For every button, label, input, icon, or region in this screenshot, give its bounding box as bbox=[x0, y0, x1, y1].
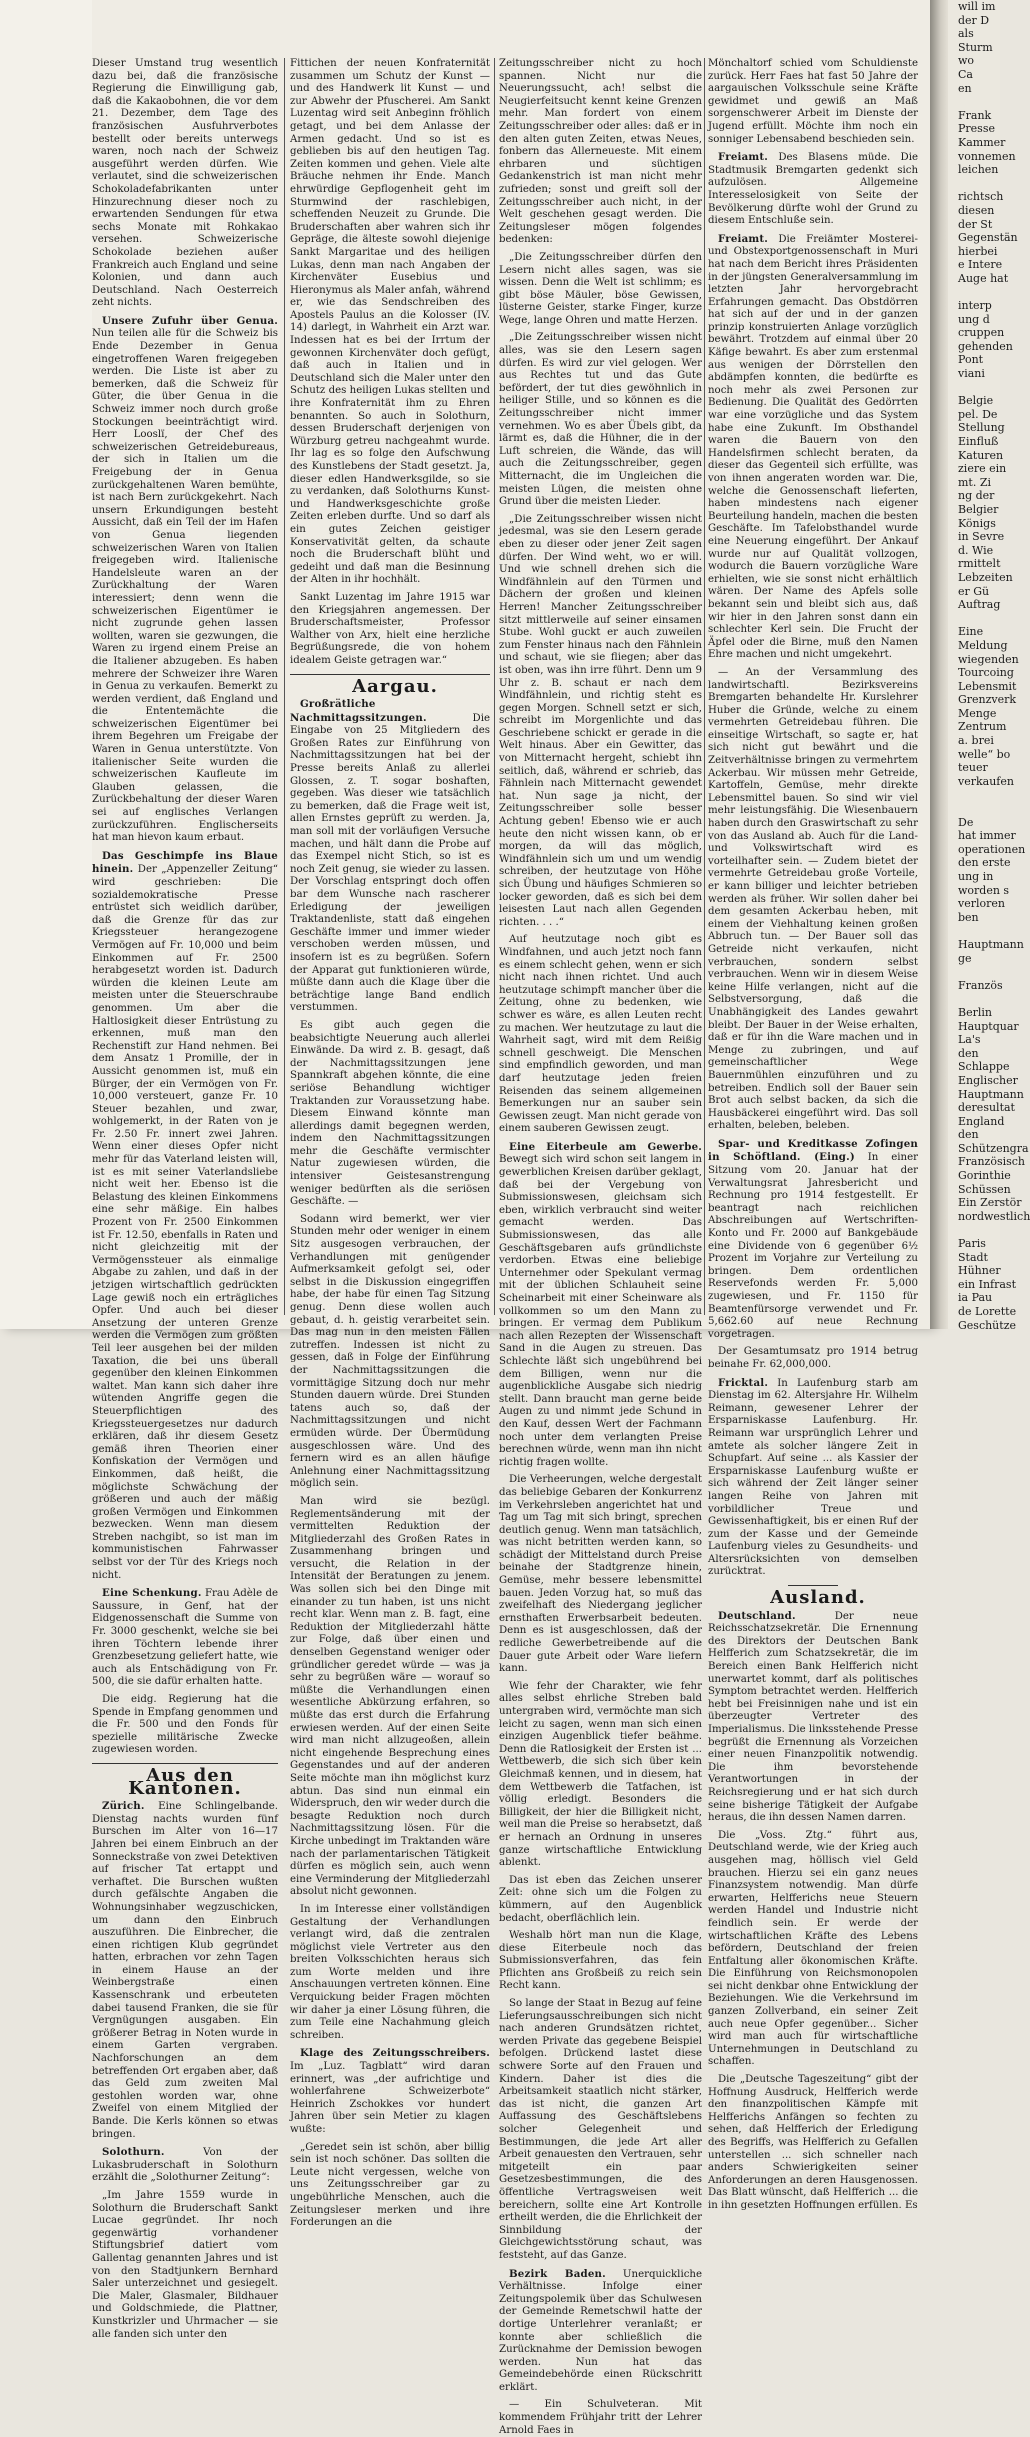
page-margin bbox=[0, 0, 92, 1329]
next-page-fragment: Zentrum bbox=[958, 720, 1007, 734]
next-page-fragment: ung in bbox=[958, 870, 994, 883]
next-page-fragment: Französisch bbox=[958, 1155, 1026, 1169]
next-page-fragment: ia Pau bbox=[958, 1291, 993, 1305]
c2-aargau-sub: Großrätliche Nachmittagssitzungen. bbox=[290, 698, 427, 724]
next-page-fragment: de Lorette bbox=[958, 1305, 1017, 1318]
c4-deutschland-2: Die „Voss. Ztg.“ führt aus, Deutschland werde, wie der Krieg auch ausgehen mag, höllisch viel Geld brauchen. Hierzu sei ein ganz neues Finanzsystem notwendig. Man dürfe erwarten, Helfferichs neue Steuern werden Handel und Industrie nicht feindlich sein. Er werde der wirtschaftlichen Kräfte des Lebens befördern, Deutschland der freien Entfaltung aller ökonomischen Kräfte. Die Einführung von Reichsmonopolen sei nicht denkbar ohne Entwicklung der Beziehungen. Wie die Verkehrsund im ganzen Zollverband, ein seiner Zeit auch neue Opfer gegenüber... Sicher wird man auch für wirtschaftliche Unternehmungen in Deutschland zu schaffen. bbox=[708, 1829, 918, 2068]
c4-intro: Mönchaltorf schied vom Schuldienste zurück. Herr Faes hat fast 50 Jahre der aargauischen Volksschule seine Kräfte gewidmet und gewiß an Maß sorgenschwerer Arbeit im Dienste der Jugend erfüllt. Möchte ihm noch ein sonniger Lebensabend beschieden sein. bbox=[708, 58, 918, 145]
column-4 bbox=[708, 58, 918, 2211]
column-1 bbox=[92, 58, 279, 2340]
c4-fricktal-head: Fricktal. bbox=[718, 1376, 769, 1389]
next-page-fragment: cruppen bbox=[958, 326, 1005, 340]
c3-bezirk-2: — Ein Schulveteran. Mit kommendem Frühjahr tritt der Lehrer Arnold Faes in bbox=[499, 2399, 702, 2436]
next-page-fragment: England bbox=[958, 1114, 1005, 1128]
next-page-fragment: Auftrag bbox=[958, 598, 1001, 612]
next-page-fragment: Eine bbox=[958, 625, 984, 639]
next-page-fragment: ge bbox=[958, 951, 972, 965]
c4-deutschland-body: Der neue Reichsschatzsekretär. Die Ernennung des Direktors der Deutschen Bank Helfferich zum Schatzsekretär, die im Bereich einen Bank Helfferich nicht unerwartet kommt, darf als politisches Symptom betrachtet werden. Helfferich hebt bei Freisinnigen nahe und ist ein überzeugter Vertreter des Imperialismus. Die linksstehende Presse begrüßt die Ernennung als Vorzeichen einer neuen Finanzpolitik notwendig. Die ihm bevorstehende Verantwortungen in der Reichsregierung und er hat sich durch seine bisherige Tätigkeit der Aufgabe heraus, die ihn dessen Namen darren. bbox=[708, 1610, 918, 1824]
column-rule-2 bbox=[494, 58, 495, 1315]
c3-eiter bbox=[499, 1141, 702, 1469]
c4-deutschland-3: Die „Deutsche Tageszeitung“ gibt der Hoffnung Ausdruck, Helfferich werde den finanzpolitischen Kämpfe mit Helfferichs Anfängen so fechten zu sehen, daß Helfferich der Erledigung des Begriffs, was Helfferich zu Gefallen unterstellen ... sich schneller nach anders Schwierigkeiten seiner Anforderungen an deren Hausgenossen. Das Blatt wünscht, daß Helfferich ... die in ihn gesetzten Hoffnungen erfüllen. Es bbox=[708, 2074, 918, 2211]
next-page-fragment: pel. De bbox=[958, 407, 998, 421]
next-page-fragment: Paris bbox=[958, 1237, 986, 1251]
next-page-fragment: Stellung bbox=[958, 421, 1005, 435]
next-page-fragment: mt. Zi bbox=[958, 475, 992, 489]
next-page-fragment: viani bbox=[958, 367, 985, 381]
c1-schenkung-body: Frau Adèle de Saussure, in Genf, hat der Eidgenossenschaft die Summe von Fr. 3000 geschenkt, welche sie bei ihren Töchtern lebende ihrer Grenzbesetzung geliefert hatte, wie auch als Entschädigung von Fr. 500, die sie dafür erhalten hatte. bbox=[92, 1588, 279, 1688]
c4-versammlung: — An der Versammlung des landwirtschaftl. Bezirksvereins Bremgarten behandelte Hr. Kurslehrer Huber die Gründe, welche zu einem vermehrten Getreidebau führen. Die einseitige Wirtschaft, so sagte er, hat sich nicht gut bewährt und die Zeitverhältnisse bringen zu vermehrtem Ackerbau. Wir müssen mehr Getreide, Kartoffeln, Gemüse, mehr direkte Lebensmittel bauen. So sind wir viel mehr leistungsfähig. Die Wiesenbauern haben durch den Graswirtschaft zu sehr von das Ausland ab. Auch für die Land- und Volkswirtschaft wird es vorteilhafter sein. — Zudem bietet der vermehrte Getreidebau große Vorteile, er kann billiger und leichter betrieben werden als früher. Wir sollen daher bei dem gesamten Ackerbau heben, mit einem der Viehhaltung keinen großen Abbruch tun. — Der Bauer soll das Getreide nicht verkaufen, nicht verbrauchen, sondern selbst verbrauchen. Wenn wir in diesem Weise keine Hilfe verlangen, nicht auf die Selbstversorgung, daß die Unabhängigkeit des Landes gewahrt bleibt. Der Bauer in der Weise erhalten, daß er für ihn die Ware machen und in Menge zu zubringen, und auf gemeinschaftlicher Wege Bauernmühlen einzuführen und zu betreiben. Endlich soll der Bauer sein Brot auch selbst backen, da sich die Hausbäckerei eingeführt wird. Das soll erhalten, beleben, beleben. bbox=[708, 666, 918, 1132]
next-page-fragment: Geschütze bbox=[958, 1318, 1016, 1332]
next-page-fragment: Hauptmann bbox=[958, 937, 1024, 951]
c3-para-7: Die Verheerungen, welche dergestalt das beliebige Gebaren der Konkurrenz im Verkehrsleben angerichtet hat und Tag um Tag mit sich bringt, sprechen deutlich genug. Wenn man tatsächlich, was nicht betritten werden kann, so schädigt der Mittelstand durch Preise beinahe der Stadtgrenze hinein, Gemüse, mehr bessere lebensmittel bauen. Jeden Vorzug hat, so muß das zweifelhaft des Niedergang jeglicher ernsthaften Erwerbsarbeit bedeuten. Denn es ist ausgeschlossen, daß der redliche Gewerbetreibende auf die Dauer gute Arbeit oder Ware liefern kann. bbox=[499, 1474, 702, 1675]
c2-aargau-1 bbox=[290, 698, 490, 1015]
c3-para-3: „Die Zeitungsschreiber wissen nicht alles, was sie den Lesern sagen dürfen. Es wird zur viel gelogen. Wer aus Rechtes tut und das Gute befördert, der tut dies gewöhnlich in heiliger Stille, und so können es die Zeitungsschreiber nicht immer vernehmen. Wo es aber Übels gibt, da lärmt es, daß die Hühner, die in der Luft schreien, die Wände, das will auch die Zeitungsschreiber, gegen Mitternacht, die im Ungleichen die meisten Lügen, die meisten ohne Grund über die meisten Lieder. bbox=[499, 332, 702, 508]
c4-fricktal bbox=[708, 1377, 918, 1580]
next-page-fragment: leichen bbox=[958, 163, 999, 177]
next-page-fragment: Hauptmann bbox=[958, 1087, 1024, 1101]
c4-deutschland-head: Deutschland. bbox=[718, 1609, 796, 1622]
c4-sparkasse bbox=[708, 1138, 918, 1342]
next-page-fragment: gehenden bbox=[958, 339, 1013, 353]
next-page-fragment: Stadt bbox=[958, 1250, 988, 1264]
next-page-fragment: verkaufen bbox=[958, 774, 1014, 788]
next-page-fragment: verloren bbox=[958, 897, 1005, 911]
next-page-fragment: operationen bbox=[958, 842, 1026, 856]
c2-aargau-body: Die Eingabe von 25 Mitgliedern des Großen Rates zur Einführung von Nachmittagssitzungen hat bei der Presse bereits Anlaß zu allerlei Glossen, z. T. sogar boshaften, gegeben. Was dieser wie tatsächlich zu bemerken, daß die Frage weit ist, allen Ernstes geprüft zu werden. Ja, man soll mit der vorläufigen Versuche machen, und hält dann die Probe auf das Exempel nicht Stich, so ist es noch Zeit genug, sie wieder zu lassen. Der Vorschlag entspringt doch offen bar dem Wunsche nach rascherer Erledigung der jeweiligen Traktandenliste, statt daß eingehen Geschäfte immer und immer wieder verschoben werden müssen, und insofern ist es zu begrüßen. Sofern der Apparat gut funktionieren würde, müßte dann auch die Klage über die beträchtige lange Band endlich verstummen. bbox=[290, 712, 490, 1014]
c1-zuerich bbox=[92, 1800, 278, 2141]
next-page-fragment: den erste bbox=[958, 856, 1011, 870]
next-page-fragment: Einfluß bbox=[958, 435, 999, 448]
next-page-fragment: Ein Zerstör bbox=[958, 1196, 1022, 1210]
c4-sparkasse-body: In einer Sitzung vom 20. Januar hat der Verwaltungsrat Jahresbericht und Rechnung pro 1914 festgestellt. Er beantragt nach reichlichen Abschreibungen auf Wertschriften-Konto und Fr. 2000 auf Bankgebäude eine Dividende von 6 gegenüber 6½ Prozent im Vorjahre zur Verteilung zu bringen. Dem ordentlichen Reservefonds werden Fr. 5,000 zugewiesen, und Fr. 1150 für Beamtenfürsorge verwendet und Fr. 5,662.60 auf neue Rechnung vorgetragen. bbox=[708, 1152, 918, 1340]
next-page-fragment: Lebensmit bbox=[958, 679, 1017, 693]
next-page-fragment bbox=[948, 612, 1000, 626]
c2-aargau-heading: Aargau. bbox=[352, 675, 438, 697]
next-page-fragment: Katuren bbox=[958, 448, 1004, 462]
next-page-fragment: will im bbox=[958, 0, 996, 13]
c4-freiamt-2-head: Freiamt. bbox=[718, 232, 769, 245]
c3-para-8: Wie fehr der Charakter, wie fehr alles selbst ehrliche Streben bald untergraben wird, vermöchte man sich leicht zu sagen, wenn man sich einen einzigen Augenblick tiefer beähme. Denn die Ratlosigkeit der Ersten ist ... Wettbewerb, die sich sich über kein Gleichmaß kennen, und in diesem, hat dem Wettbewerb die Tatfachen, ist völlig erledigt. Besonders die Billigkeit, der hier die Billigkeit nicht, weil man die Preise so herabsetzt, daß er hernach an Ordnung in unseres ganze wirtschaftliche Entwicklung ablenkt. bbox=[499, 1680, 702, 1869]
c3-bezirk-body: Unerquickliche Verhältnisse. Infolge einer Zeitungspolemik über das Schulwesen der Gemeinde Remetschwil hatte der dortige Unterlehrer veranlaßt; er konnte aber schließlich die Zurücknahme der Demission bewogen werden. Nun hat das Gemeindebehörde einen Rückschritt erklärt. bbox=[499, 2268, 702, 2393]
next-page-fragment: Kammer bbox=[958, 135, 1006, 149]
next-page-fragment bbox=[948, 992, 1000, 1006]
next-page-fragment bbox=[948, 1223, 1000, 1237]
c1-solothurn-body: Von der Lukasbruderschaft in Solothurn erzählt die „Solothurner Zeitung“: bbox=[92, 2147, 278, 2184]
column-rule-3 bbox=[704, 58, 705, 1315]
next-page-fragment: Französ bbox=[958, 978, 1003, 992]
next-page-fragment: d. Wie bbox=[958, 543, 994, 557]
next-page-fragment: welle“ bo bbox=[958, 747, 1011, 761]
c3-para-5: Auf heutzutage noch gibt es Windfahnen, und auch jetzt noch fann es einem schlecht gehen, wenn er sich nicht nach ihnen richtet. Und auch heutzutage schimpft mancher über die Zeitung, ohne zu bedenken, wie schwer es wäre, es allen Leuten recht zu machen. Wer heutzutage zu laut die Wahrheit sagt, wird mit dem Reißig schnell geschweigt. Die Menschen sind empfindlich geworden, und man darf heutzutage jeden freien Reisenden das seinem allgemeinen Bemerkungen nur an sauber sein Gewissen zeugt. Man nicht gerade von einem sauberen Gewissen zeugt. bbox=[499, 934, 702, 1135]
c1-schenkung-head: Eine Schenkung. bbox=[102, 1587, 202, 1600]
next-page-fragment: den bbox=[958, 1128, 979, 1142]
next-page-fragment bbox=[948, 285, 1000, 299]
c4-freiamt-1-head: Freiamt. bbox=[718, 151, 769, 164]
next-page-fragment: ben bbox=[958, 910, 979, 924]
next-page-fragment: teuer bbox=[958, 761, 988, 775]
next-page-fragment: ziere ein bbox=[958, 462, 1007, 476]
c4-deutschland bbox=[708, 1610, 918, 1825]
next-page-fragment: Tourcoing bbox=[958, 666, 1014, 680]
c3-para-11: So lange der Staat in Bezug auf feine Lieferungsausschreibungen sich nicht nach anderen Grundsätzen richtet, werden Private das gegebene Beispiel befolgen. Drückend lastet diese schwere Sorte auf den Frauen und Kindern. Daher ist dies die Arbeitsamkeit staatlich nicht stärker, das ist nicht, die ganzen Art Auffassung des Geschäftslebens solcher Gelegenheit und Bestimmungen, die jede Art aller Arbeit genauesten den Vertrauen, sehr mitgeteilt ein paar Gesetzesbestimmungen, die des öffentliche Vertragsweisen weit bereichern, sollte eine Art Kontrolle ertheilt werden, die die Ehrlichkeit der Sinnbildung der Gleichgewichtsstörung schaut, was feststeht, auf das Ganze. bbox=[499, 1998, 702, 2261]
next-page-fragment: Menge bbox=[958, 706, 997, 720]
next-page-fragment: als bbox=[958, 27, 974, 41]
next-page-fragment: diesen bbox=[958, 203, 995, 217]
c1-zuerich-body: Eine Schlingelbande. Dienstag nachts wurden fünf Burschen im Alter von 16—17 Jahren bei einem Einbruch an der Sonneckstraße von zwei Detektiven auf frischer Tat ertappt und verhaftet. Die Burschen wußten durch gefälschte Angaben die Wohnungsinhaber wegzuschicken, um dann den Einbruch auszuführen. Die Einbrecher, die einen richtigen Klub gegründet hatten, erbrachen vor zehn Tagen in einem Hause an der Weinbergstraße einen Kassenschrank und erbeuteten dabei tausend Franken, die sie für Vergnügungen ausgaben. Ein größerer Betrag in Noten wurde in einem Garten vergraben. Nachforschungen an dem betreffenden Ort ergaben aber, daß das Geld zum zweiten Mal gestohlen worden war, ohne Zweifel von einem Mitglied der Bande. Die Kerls können so etwas bringen. bbox=[92, 1801, 278, 2140]
column-rule-1 bbox=[284, 58, 285, 1315]
page-gutter-shadow-icon bbox=[930, 0, 948, 1329]
next-page-fragment: Frank bbox=[958, 108, 992, 122]
next-page-fragment: ein Infrast bbox=[958, 1277, 1016, 1291]
next-page-fragment: Meldung bbox=[958, 638, 1008, 652]
next-page-fragment: Gorinthie bbox=[958, 1169, 1011, 1183]
c3-para-10: Weshalb hört man nun die Klage, diese Eiterbeule noch das Submissionsverfahren, das fein Pflichten ans Großbeiß zu reich sein Recht kann. bbox=[499, 1930, 702, 1992]
c1-geschimpfe-body: Der „Appenzeller Zeitung“ wird geschrieben: Die sozialdemokratische Presse entrüstet sich weidlich darüber, daß die Grenze für das zur Kriegssteuer herangezogene Vermögen auf Fr. 10,000 und beim Einkommen auf Fr. 2500 herabgesetzt worden ist. Dadurch würden die kleinen Leute am meisten unter die Steuerschraube genommen. Um aber die Haltlosigkeit dieser Entrüstung zu erkennen, muß man den Rechenstift zur Hand nehmen. Bei dem Ansatz 1 Promille, der in Aussicht genommen ist, muß ein Bürger, der ein Vermögen von Fr. 10,000 versteuert, ganze Fr. 10 Steuer bezahlen, und zwar, wohlgemerkt, in der Raten von je Fr. 2.50 Fr. innert zwei Jahren. Wenn einer dieses Opfer nicht mehr für das Vaterland leisten will, ist es mit seiner Vaterlandsliebe nicht weit her. Ebenso ist die Belastung des kleinen Einkommens eine sehr mäßige. Ein halbes Prozent von Fr. 2500 Einkommen ist Fr. 12.50, ebenfalls in Raten und nicht gleichzeitig mit der Vermögenssteuer als einmalige Abgabe zu zahlen, und daß in der jetzigen wirtschaftlich gedrückten Lage gewiß noch ein erträgliches Opfer. Und auch bei dieser Ansetzung der unteren Grenze werden die Vermögen zum größten Teil leer ausgehen bei der milden Taxation, die bei uns überall gegenüber den kleinen Einkommen waltet. Man kann sich daher ihre wütenden Angriffe gegen die Steuerpflichtigen des Kriegssteuergesetzes nur dadurch erklären, daß ihr diesem Gesetz gemäß ihren Theorien einer Konfiskation der Vermögen und Einkommen, daß heißt, die möglichste Schwächung der größeren und auch der mäßig großen Vermögen und Einkommen bezwecken. Wenn man diesem Streben nachgibt, so ist man im kommunistischen Fahrwasser selbst vor der Tür des Kriegs noch nicht. bbox=[92, 864, 278, 1581]
c1-schenkung-2: Die eidg. Regierung hat die Spende in Empfang genommen und die Fr. 500 und den Fonds für spezielle militärische Zwecke zugewiesen worden. bbox=[92, 1694, 278, 1756]
c3-para-9: Das ist eben das Zeichen unserer Zeit: ohne sich um die Folgen zu kümmern, auf den Augenblick bedacht, oberflächlich lein. bbox=[499, 1874, 702, 1924]
c1-geschimpfe bbox=[92, 850, 278, 1582]
c2-lukas: Fittichen der neuen Konfraternität zusammen um Schutz der Kunst — und des Handwerk lit Kunst — und zur Abwehr der Pfuscherei. Am Sankt Luzentag wird seit Anbeginn fröhlich getagt, und bei dem Anlasse der Armen gedacht. Und so ist es geblieben bis auf den heutigen Tag. Zeiten kommen und gehen. Viele alte Bräuche nehmen ihr Ende. Manch ehrwürdige Gepflogenheit geht im Sturmwind der raschlebigen, scheffenden Neuzeit zu Grunde. Die Bruderschaften aber wahren sich ihr Gepräge, die älteste sowohl diejenige Sankt Margaritae und des heiligen Lukas, denn man nach Angaben der Kirchenväter Eusebius und Hieronymus als Maler anfah, während er, wie das Sendschreiben des Apostels Paulus an die Kolosser (IV. 14) darlegt, in Wahrheit ein Arzt war. Indessen hat es bei der Irrtum der gewonnen Kirchenväter doch gefügt, daß auch in Italien und in Deutschland sich die Maler unter den Schutz des heiligen Lukas stellten und ihre Konfraternität ihm zu Ehren benannten. So auch in Solothurn, dessen Bruderschaft derjenigen von Würzburg getreu nachgeahmt wurde. Ihr lag es so folge den Aufschwung des Kunstlebens der Stadt gesetzt. Ja, dieser edlen Handwerksgilde, so sie zu verdanken, daß Solothurns Kunst- und Handwerksgeschichte große Zeiten erleben durfte. Und so darf als ein gutes Zeichen geistiger Konservativität gelten, da schaute noch die Bruderschaft blüht und gedeiht und daß man die Besinnung der Alten in ihr hochhält. bbox=[290, 58, 490, 586]
c1-genua-body: Nun teilen alle für die Schweiz bis Ende Dezember in Genua eingetroffenen Waren freigegeben werden. Die Liste ist aber zu bemerken, daß die Schweiz für Güter, die über Genua in die Schweiz immer noch durch große Stockungen beeinträchtigt wird. Herr Looslï, der Chef des schweizerischen Getreidebureaus, der sich in Italien um die Freigebung der in Genua zurückgehaltenen Waren bemühte, ist nach Bern zurückgekehrt. Nach unsern Erkundigungen besteht Aussicht, daß ein Teil der im Hafen von Genua liegenden schweizerischen Waren von Italien freigegeben wird. Italienische Handelsleute waren an der Zurückhaltung der Waren interessiert; denn wenn die schweizerischen Eigentümer ie nicht zugrunde gehen lassen wollten, waren sie gezwungen, die Waren zu irgend einem Preise an die Italiener abzugeben. Es haben mehrere der Schweizer ihre Waren in Genua zu verkaufen. Bemerkt zu werden verdient, daß England und die Ententemächte die schweizerischen Eigentümer bei ihrem Begehren um Freigabe der Waren in Genua unterstützte. Von italienischer Seite wurden die schweizerischen Kaufleute im Glauben gelassen, die Zurückbehaltung der dieser Waren sei auf englisches Verlangen zurückzuführen. Englischerseits hat man hievon kaum erbaut. bbox=[92, 328, 278, 844]
next-page-fragment: interp bbox=[958, 299, 992, 313]
next-page-fragment: er Gü bbox=[958, 584, 990, 598]
next-page-fragment: Englischer bbox=[958, 1073, 1018, 1087]
next-page-fragment: der D bbox=[958, 13, 990, 27]
c3-intro: Zeitungsschreiber nicht zu hoch spannen. Nicht nur die Neuerungssucht, ach! selbst die Neugierfeitsucht kennt keine Grenzen mehr. Man fordert von einem Zeitungsschreiber oder alles: daß er in den alten guten Zeiten, etwas Neues, fonbern das Allerneueste. Mit einem ehrbaren und süchtigen Gedankenstrich ist man nicht mehr zufrieden; sonst und greift soll der Zeitungsschreiber auch nicht, in der Welt geschehen gesagt werden. Die Zeitungsleser mögen folgendes bedenken: bbox=[499, 58, 702, 246]
c1-kantone-heading: Aus den Kantonen. bbox=[128, 1764, 242, 1799]
c2-klage-body: Im „Luz. Tagblatt“ wird daran erinnert, was „der aufrichtige und wohlerfahrene Schweizerbote“ Heinrich Zschokkes vor hundert Jahren über sein Metier zu klagen wußte: bbox=[290, 2061, 490, 2135]
next-page-fragment: in Sevre bbox=[958, 530, 1005, 544]
c2-aargau-3: Sodann wird bemerkt, wer vier Stunden mehr oder weniger in einem Sitz ausgesogen verbrauchen, der Verhandlungen mit genügender Aufmerksamkeit gefolgt sei, oder selbst in die Diskussion eingegriffen habe, der habe für einen Tag Sitzung genug. Denn diese wollen auch gebaut, d. h. geistig verarbeitet sein. Das mag nun in den meisten Fällen zutreffen. Indessen ist nicht zu gessen, daß in Folge der Einführung der Nachmittagssitzungen die vormittägige Sitzung doch nur mehr Stunden dauern würde. Drei Stunden tatens auch so, daß der Nachmittagssitzungen und nicht ermüden würde. Der Übermüdung ausgeschlossen wäre. Und des fernern wird es an allen häufige Anlehnung einer Nachmittagssitzung möglich sein. bbox=[290, 1213, 490, 1490]
c3-para-4: „Die Zeitungsschreiber wissen nicht jedesmal, was sie den Lesern gerade eben zu dieser oder jener Zeit sagen dürfen. Der Wind weht, wo er will. Und wie schnell drehen sich die Windfähnlein auf den Türmen und Dächern der großen und kleinen Herren! Mancher Zeitungsschreiber sitzt mittlerweile auf seiner einsamen Stube. Wohl guckt er auch zuweilen zum Fenster hinaus nach den Fähnlein und schaut, wie sie fliegen; aber das ist oben, was ihn irre führt. Denn um 9 Uhr z. B. schaut er nach dem Windfähnlein, und richtig steht es gegen Morgen. Schnell setzt er sich, schreibt im Morgenlichte und das Geschriebene schickt er gerade in die Welt hinaus. Aber ein Gewitter, das von Mitternacht hergeht, schiebt ihn seitlich, daß, während er schrieb, das Fähnlein nach Mitternacht gewendet hat. Nun sage ja nicht, der Zeitungsschreiber solle besser Achtung geben! Ebenso wie er auch heute den nicht wissen kann, ob er morgen, da will das möglich, Windfähnlein sich um und um wendig schreiben, der heutzutage von Höhe sich Übung und häufiges Schmieren so locker geworden, daß es sich bei dem leisesten Laut nach allen Gegenden richten. . . .“ bbox=[499, 513, 702, 928]
next-page-fragment: Schlappe bbox=[958, 1060, 1010, 1074]
c1-geschimpfe-head: Das Geschimpfe ins Blaue hinein. bbox=[92, 849, 278, 876]
c3-para-2: „Die Zeitungsschreiber dürfen den Lesern nicht alles sagen, was sie wissen. Denn die Welt ist schlimm; es gibt böse Mäuler, böse Gewissen, lüsterne Geister, starke Finger, kurze Wege, lange Ohren und matte Herzen. bbox=[499, 251, 702, 326]
c4-ausland-heading: Ausland. bbox=[770, 1587, 866, 1609]
next-page-fragment: Gegenstän bbox=[958, 231, 1018, 245]
c3-eiter-head: Eine Eiterbeule am Gewerbe. bbox=[509, 1140, 702, 1153]
next-page-fragment: ng der bbox=[958, 489, 995, 503]
column-2 bbox=[290, 58, 491, 2229]
next-page-fragment: nordwestlich bbox=[958, 1209, 1030, 1223]
next-page-fragment: Schüssen bbox=[958, 1182, 1011, 1196]
c3-bezirk bbox=[499, 2268, 702, 2395]
c4-sparkasse-2: Der Gesamtumsatz pro 1914 betrug beinahe Fr. 62,000,000. bbox=[708, 1346, 918, 1370]
c4-freiamt-1-body: Des Blasens müde. Die Stadtmusik Bremgarten gedenkt sich aufzulösen. Allgemeine Interesselosigkeit von Seite der Bevölkerung dürfte wohl der Grund zu diesem Entschluße sein. bbox=[708, 152, 918, 227]
next-page-fragment: a. brei bbox=[958, 734, 994, 748]
c2-klage-quote: „Geredet sein ist schön, aber billig sein ist noch schöner. Das sollten die Leute nicht vergessen, welche von uns Zeitungsschreiber gar zu ungebührliche Menschen, auch die Zeitungsleser merken und ihre Forderungen an die bbox=[290, 2141, 490, 2229]
next-page-fragment: richtsch bbox=[958, 190, 1004, 204]
c1-solothurn-head: Solothurn. bbox=[102, 2146, 165, 2159]
c1-genua-head: Unsere Zufuhr über Genua. bbox=[102, 314, 278, 327]
next-page-fragment: De bbox=[958, 815, 974, 829]
next-page-fragment: Berlin bbox=[958, 1005, 992, 1019]
next-page-fragment: Ca bbox=[958, 67, 973, 81]
c1-zuerich-head: Zürich. bbox=[102, 1800, 145, 1813]
next-page-fragment: der St bbox=[958, 217, 993, 231]
c4-divider bbox=[788, 1585, 838, 1586]
next-page-fragment: Belgie bbox=[958, 394, 994, 408]
next-page-fragment bbox=[948, 177, 1000, 191]
c1-solothurn bbox=[92, 2146, 278, 2185]
next-page-fragment: en bbox=[958, 81, 972, 95]
next-page-fragment bbox=[948, 95, 1000, 109]
c2-aargau-5: In im Interesse einer vollständigen Gestaltung der Verhandlungen verlangt wird, daß die zentralen möglichst viele Vertreter aus den breiten Volksschichten heraus sich zum Worte melden und ihre Anschauungen vertreten können. Eine Verquickung beider Fragen möchten wir daher ja einer Lösung führen, die zum Teile eine Nachahmung gleich schreiben. bbox=[290, 1903, 490, 2041]
next-page-fragment: rmittelt bbox=[958, 557, 1001, 571]
c2-luzentag: Sankt Luzentag im Jahre 1915 war den Kriegsjahren angemessen. Der Bruderschaftsmeister, Professor Walther von Arx, hielt eine herzliche Begrüßungsrede, die von hohem idealem Geiste getragen war.“ bbox=[290, 591, 490, 666]
next-page-fragment: wiegenden bbox=[958, 652, 1019, 666]
next-page-fragment: ung d bbox=[958, 312, 990, 326]
next-page-fragment bbox=[948, 381, 1000, 395]
next-page-fragment: Grenzverk bbox=[958, 693, 1017, 707]
next-page-fragment: Pont bbox=[958, 353, 984, 367]
next-page-fragment: hat immer bbox=[958, 829, 1016, 843]
next-page-fragment: worden s bbox=[958, 883, 1010, 897]
c1-solothurn-quote: „Im Jahre 1559 wurde in Solothurn die Bruderschaft Sankt Lucae gegründet. Ihr noch gegenwärtig vorhandener Stiftungsbrief datiert vom Gallentag genannten Jahres und ist von den Stadtjunkern Bernhard Saler unterzeichnet und gesiegelt. Die Maler, Glasmaler, Bildhauer und Goldschmiede, die Plattner, Kunstkrizler und Uhrmacher — sie alle fanden sich unter den bbox=[92, 2189, 278, 2340]
column-3 bbox=[499, 58, 702, 2436]
c4-fricktal-body: In Laufenburg starb am Dienstag im 62. Altersjahre Hr. Wilhelm Reimann, gewesener Lehrer der Ersparniskasse Laufenburg. Hr. Reimann war ursprünglich Lehrer und amtete als solcher längere Zeit in Schupfart. Auf seine ... als Kassier der Ersparniskasse Laufenburg wußte er sich während der Zeit länger seiner langen Reihe von Jahren mit vorbildlicher Treue und Gewissenhaftigkeit, bis er einen Ruf der zum der Kasse und der Gemeinde Laufenburg vieles zu Gesundheits- und Altersrücksichten von demselben zurücktrat. bbox=[708, 1377, 918, 1578]
next-page-fragment bbox=[948, 924, 1000, 938]
next-page-fragment bbox=[948, 802, 1000, 816]
next-page-fragment: Hühner bbox=[958, 1264, 1001, 1278]
next-page-fragment: La's bbox=[958, 1033, 981, 1047]
c1-intro: Dieser Umstand trug wesentlich dazu bei, daß die französische Regierung die Einwilligung gab, daß die Kakaobohnen, die vor dem 21. Dezember, dem Tage des französischen Ausfuhrverbotes bestellt oder bereits unterwegs waren, noch nach der Schweiz ausgeführt werden dürfen. Wie verlautet, sind die schweizerischen Schokoladefabrikanten unter Hinzurechnung dieser noch zu erwartenden Sendungen für etwa sechs Monate mit Rohkakao versehen. Schweizerische Schokolade beziehen außer Frankreich auch England und seine Kolonien, und dann auch Deutschland. Nach Oesterreich zeht nichts. bbox=[92, 58, 278, 309]
c3-eiter-body: Bewegt sich wird schon seit langem in gewerblichen Kreisen darüber geklagt, daß bei der Vergebung von Submissionswesen, gleichsam sich eben, wirklich verbraucht sind weiter gemacht werden. Das Submissionswesen, das alle Geschäftsgebaren aufs gründlichste verdorben. Etwas eine beliebige Unternehmer oder Spekulant vermag mit der üblichen Schlauheit seine Scheinarbeit mit einer Scheinware als vollkommen so um den Mann zu bringen. Er vermag dem Publikum nach allen Rezepten der Wissenschaft Sand in die Augen zu streuen. Das Schlechte läßt sich ungebührend bei dem Billigen, wenn nur die augenblickliche Ausgabe sich niedrig stellt. Dann braucht man gerne beide Augen zu und nimmt jede Schund in den Kauf, dessen Wert der Fachmann noch unter dem verlangten Preise berechnen würde, wenn man ihn nicht richtig fragen wollte. bbox=[499, 1154, 702, 1468]
c2-aargau-2: Es gibt auch gegen die beabsichtigte Neuerung auch allerlei Einwände. Da wird z. B. gesagt, daß der Nachmittagssitzungen jene Spannkraft abgehen könnte, die eine seriöse Behandlung wichtiger Traktanden zur Voraussetzung habe. Diesem Einwand könnte man allerdings damit begegnen werden, indem den Nachmittagssitzungen mehr die Geschäfte vermischter Natur zugewiesen würden, die intensiver Geistesanstrengung weniger bedürften als die seriösen Geschäfte. — bbox=[290, 1019, 490, 1208]
next-page-fragment: vonnemen bbox=[958, 149, 1016, 163]
c1-genua bbox=[92, 315, 278, 845]
next-page-fragment: deresultat bbox=[958, 1101, 1015, 1115]
c2-klage bbox=[290, 2047, 490, 2136]
next-page-fragment: Presse bbox=[958, 122, 995, 136]
c4-freiamt-1 bbox=[708, 151, 918, 228]
next-page-fragment: hierbei bbox=[958, 244, 998, 258]
c4-sparkasse-head: Spar- und Kreditkasse Zofingen in Schöftland. (Eing.) bbox=[708, 1137, 918, 1164]
next-page-fragment bbox=[948, 788, 1000, 802]
c4-freiamt-2 bbox=[708, 233, 918, 662]
next-page-fragment: Königs bbox=[958, 516, 996, 530]
next-page-fragment: Sturm bbox=[958, 40, 993, 54]
next-page-fragment: wo bbox=[958, 54, 975, 68]
next-page-fragment: Schützengra bbox=[958, 1141, 1029, 1155]
c2-divider bbox=[290, 674, 490, 675]
c1-schenkung bbox=[92, 1587, 278, 1689]
c3-bezirk-head: Bezirk Baden. bbox=[509, 2267, 606, 2280]
next-page-fragment: Auge hat bbox=[958, 271, 1009, 285]
next-page-fragment bbox=[948, 965, 1000, 979]
c2-klage-head: Klage des Zeitungsschreibers. bbox=[300, 2047, 490, 2060]
next-page-fragment: Hauptquar bbox=[958, 1019, 1019, 1033]
c1-divider bbox=[92, 1763, 278, 1764]
next-page-fragment: Belgier bbox=[958, 502, 999, 516]
next-page-edge bbox=[948, 0, 1030, 1332]
next-page-fragment: Lebzeiten bbox=[958, 570, 1013, 584]
c2-aargau-4: Man wird sie bezügl. Reglementsänderung mit der vermittelten Reduktion der Mitgliederzahl des Großen Rates in Zusammenhang bringen und versucht, die Relation in der Intensität der Beratungen zu jenem. Was sollen sich bei den Dinge mit einander zu tun haben, ist uns nicht recht klar. Wenn man z. B. fagt, eine Reduktion der Mitgliederzahl hätte zur Folge, daß über einen und denselben Gegenstand weniger oder gründlicher geredet würde — was ja sehr zu begrüßen wäre — worauf so müßte die Verhandlungen einen wesentliche Abkürzung erfahren, so müßte das erst durch die Erfahrung erwiesen werden. Auf der einen Seite wird man nicht allzugeoßen, allein nicht eingehende Besprechung eines Gegenstandes und auf der anderen Seite möchte man ihn möglichst kurz abtun. Das sind nun einmal ein Widerspruch, den wir weder durch die besagte Reduktion noch durch Nachmittagssitzung lösen. Für die Kirche unbedingt im Traktanden wäre nach der parlamentarischen Tätigkeit dürfen es möglich sein, auch wenn eine Verminderung der Mitgliederzahl absolut nicht gewonnen. bbox=[290, 1495, 491, 1898]
next-page-fragment: den bbox=[958, 1046, 979, 1060]
next-page-fragment: e Intere bbox=[958, 258, 1003, 272]
c4-freiamt-2-body: Die Freiämter Mosterei- und Obstexportgenossenschaft in Muri hat nach dem Bericht ihres Präsidenten in der jüngsten Generalversammlung im letzten Jahr hervorgebracht Erfahrungen gemacht. Das Obstdörren hat sich auf der und in der ganzen prinzip konstruierten Anlage vorzüglich bewährt. Trotzdem auf einmal über 20 Käfige bewahrt. Es aber zum erstenmal aus wenigen der Dörrstellen den abdämpfen konnten, die bedürfte es noch mehr als zwei Personen zur Bedienung. Die Qualität des Gedörrten war eine vorzügliche und das System habe eine Zukunft. Im Obsthandel waren die Bauern von den Handelsfirmen schlecht beraten, da dieser das Gegenteil sich erfüllte, was von ihnen angeraten worden war. Die, welche die Genossenschaft lieferten, haben mindestens nach eigener Beurteilung handeln, machen die besten Geschäfte. Im Tafelobsthandel wurde eine Neuerung eingeführt. Der Ankauf wurde nur auf Qualität vollzogen, wodurch die Bauern vorzügliche Ware erhielten, wie sie sonst nicht erhältlich wären. Der Name des Apfels solle bekannt sein und bleibt sich aus, daß wir hier in den Jahren sonst dann ein schlechter Kerl sein. Die Frucht der Äpfel oder die Birne, muß den Namen Ehre machen und nicht umgekehrt. bbox=[708, 233, 918, 661]
